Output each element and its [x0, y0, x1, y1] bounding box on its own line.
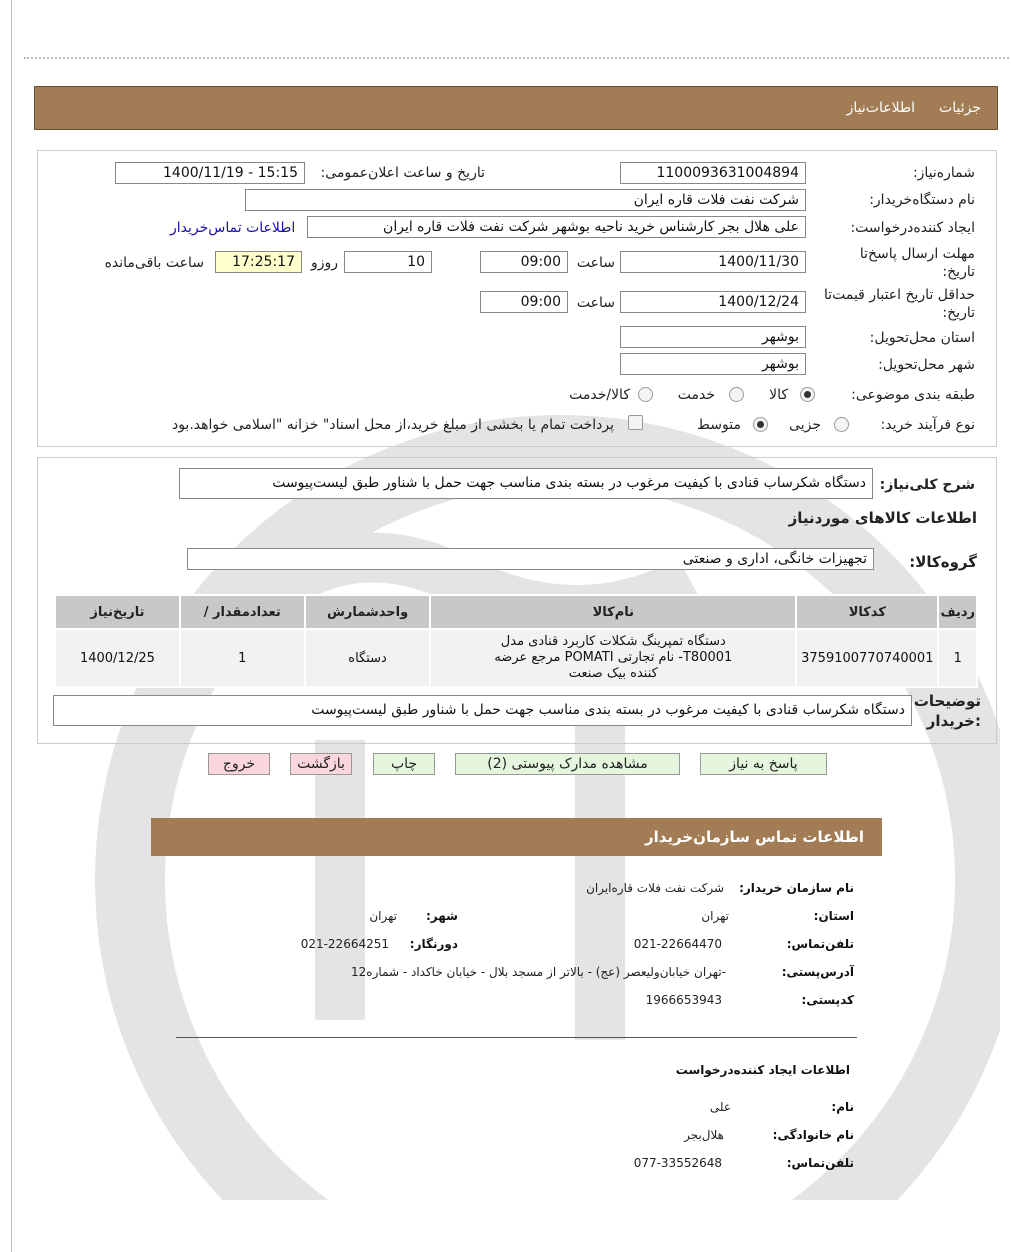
col-unit: واحدشمارش	[305, 595, 431, 629]
deadline-date-field: 1400/11/30	[620, 251, 806, 273]
announce-field: 1400/11/19 - 15:15	[115, 162, 305, 184]
radio-service[interactable]	[729, 387, 744, 402]
view-attachments-button[interactable]: مشاهده مدارک پیوستی (2)	[455, 753, 680, 775]
page-left-rule	[11, 0, 12, 1252]
buyer-notes-field: دستگاه شکرساب قنادی با کیفیت مرغوب در بسته بندی مناسب جهت حمل با شناور طبق لیست‌پیوست	[53, 695, 912, 726]
buyer-notes-label: توضیحات	[913, 692, 981, 710]
cell-name	[430, 629, 796, 687]
creator-name-value: علی	[709, 1100, 731, 1114]
announce-label: تاریخ و ساعت اعلان‌عمومی:	[320, 165, 485, 181]
creator-label: ایجاد کننده‌درخواست:	[850, 220, 975, 236]
goods-info-title: اطلاعات کالاهای موردنیاز	[788, 509, 977, 527]
city-label: شهر محل‌تحویل:	[878, 357, 975, 373]
contact-fax-value: 021-22664251	[300, 937, 389, 951]
section-divider	[176, 1037, 857, 1038]
table-row	[55, 629, 977, 687]
goods-table	[54, 594, 978, 688]
goods-group-label: گروه‌کالا:	[909, 553, 977, 571]
process-label: نوع فرآیند خرید:	[880, 417, 975, 433]
days-label: روزو	[310, 255, 338, 271]
general-desc-field: دستگاه شکرساب قنادی با کیفیت مرغوب در بسته بندی مناسب جهت حمل با شناور طبق لیست‌پیوست	[179, 468, 873, 499]
need-number-label: شماره‌نیاز:	[912, 165, 975, 181]
validity-date-field: 1400/12/24	[620, 291, 806, 313]
contact-phone-label: تلفن‌تماس:	[786, 937, 854, 951]
contact-address-label: آدرس‌پستی:	[781, 965, 854, 979]
buyer-org-label: نام دستگاه‌خریدار:	[869, 192, 975, 208]
creator-info-title: اطلاعات ایجاد کننده‌درخواست	[675, 1063, 850, 1077]
creator-name-label: نام:	[831, 1100, 854, 1114]
col-code: کدکالا	[796, 595, 938, 629]
creator-family-label: نام خانوادگی:	[772, 1128, 854, 1142]
contact-province-label: استان:	[813, 909, 854, 923]
col-row: ردیف	[938, 595, 977, 629]
category-label: طبقه بندی موضوعی:	[851, 387, 975, 403]
province-label: استان محل‌تحویل:	[869, 330, 975, 346]
contact-address-value: -تهران خیابان‌ولیعصر (عج) - بالاتر از مسجد بلال - خیابان خاکداد - شماره12	[351, 965, 726, 979]
days-field: 10	[344, 251, 432, 273]
goods-group-field: تجهیزات خانگی، اداری و صنعتی	[187, 548, 874, 570]
creator-phone-label: تلفن‌تماس:	[786, 1156, 854, 1170]
deadline-time-field: 09:00	[480, 251, 568, 273]
contact-fax-label: دورنگار:	[409, 937, 458, 951]
org-name-label: نام سازمان خریدار:	[739, 881, 854, 895]
radio-goods-service[interactable]	[638, 387, 653, 402]
contact-city-value: تهران	[369, 909, 397, 923]
remaining-time-field: 17:25:17	[215, 251, 302, 273]
creator-family-value: هلال‌بجر	[684, 1128, 724, 1142]
validity-time-field: 09:00	[480, 291, 568, 313]
buyer-notes-label-2: :خریدار	[926, 712, 981, 730]
treasury-text: پرداخت تمام یا بخشی از مبلغ خرید،از محل اسناد" خزانه "اسلامی خواهد.بود	[171, 417, 614, 433]
contact-phone-value: 021-22664470	[633, 937, 722, 951]
city-field: بوشهر	[620, 353, 806, 375]
print-button[interactable]: چاپ	[373, 753, 435, 775]
contact-city-label: شهر:	[426, 909, 458, 923]
radio-medium-label: متوسط	[697, 417, 741, 433]
province-field: بوشهر	[620, 326, 806, 348]
treasury-checkbox[interactable]	[628, 415, 643, 430]
tab-need-info[interactable]: اطلاعات‌نیاز	[846, 100, 915, 116]
buyer-contact-link[interactable]: اطلاعات تماس‌خریدار	[170, 220, 296, 236]
cell-date: 1400/12/25	[55, 629, 180, 687]
dotted-divider	[24, 57, 1009, 59]
validity-label-date: تاریخ:	[942, 305, 975, 321]
radio-goods-label: کالا	[769, 387, 788, 403]
contact-title: اطلاعات تماس سازمان‌خریدار	[644, 828, 864, 846]
cell-unit: دستگاه	[305, 629, 431, 687]
contact-province-value: تهران	[701, 909, 729, 923]
contact-postal-label: کدپستی:	[801, 993, 854, 1007]
cell-name-text: دستگاه تمپرینگ شکلات کاربرد قنادی مدل T80001- نام تجارتی POMATI مرجع عرضه کننده بیک صنعت	[494, 634, 733, 681]
reply-button[interactable]: پاسخ به نیاز	[700, 753, 827, 775]
radio-goods-service-label: کالا/خدمت	[569, 387, 630, 403]
radio-service-label: خدمت	[677, 387, 715, 403]
cell-row: 1	[938, 629, 977, 687]
creator-field: علی هلال بجر کارشناس خرید ناحیه بوشهر شرکت نفت فلات قاره ایران	[307, 216, 806, 238]
org-name-value: شرکت نفت فلات قاره‌ایران	[586, 881, 724, 895]
back-button[interactable]: بازگشت	[290, 753, 352, 775]
contact-header-bar	[151, 818, 882, 856]
need-number-field: 1100093631004894	[620, 162, 806, 184]
radio-partial-label: جزیی	[789, 417, 821, 433]
tab-details[interactable]: جزئیات	[939, 100, 981, 116]
radio-partial[interactable]	[834, 417, 849, 432]
deadline-label-date: تاریخ:	[942, 264, 975, 280]
general-desc-label: شرح کلی‌نیاز:	[879, 477, 975, 493]
contact-postal-value: 1966653943	[645, 993, 722, 1007]
col-name: نام‌کالا	[430, 595, 796, 629]
buyer-org-field: شرکت نفت فلات قاره ایران	[245, 189, 806, 211]
deadline-label: مهلت ارسال پاسخ‌تا	[859, 246, 975, 262]
exit-button[interactable]: خروج	[208, 753, 270, 775]
remaining-time-label: ساعت باقی‌مانده	[104, 255, 204, 271]
creator-phone-value: 077-33552648	[633, 1156, 722, 1170]
col-qty: تعدادمقدار /	[180, 595, 305, 629]
validity-label: حداقل تاریخ اعتبار قیمت‌تا	[823, 287, 975, 303]
top-header-bar	[34, 86, 998, 130]
radio-goods[interactable]	[800, 387, 815, 402]
radio-medium[interactable]	[753, 417, 768, 432]
cell-qty: 1	[180, 629, 305, 687]
cell-code: 3759100770740001	[796, 629, 938, 687]
col-date: تاریخ‌نیاز	[55, 595, 180, 629]
validity-time-label: ساعت	[576, 295, 615, 311]
deadline-time-label: ساعت	[576, 255, 615, 271]
